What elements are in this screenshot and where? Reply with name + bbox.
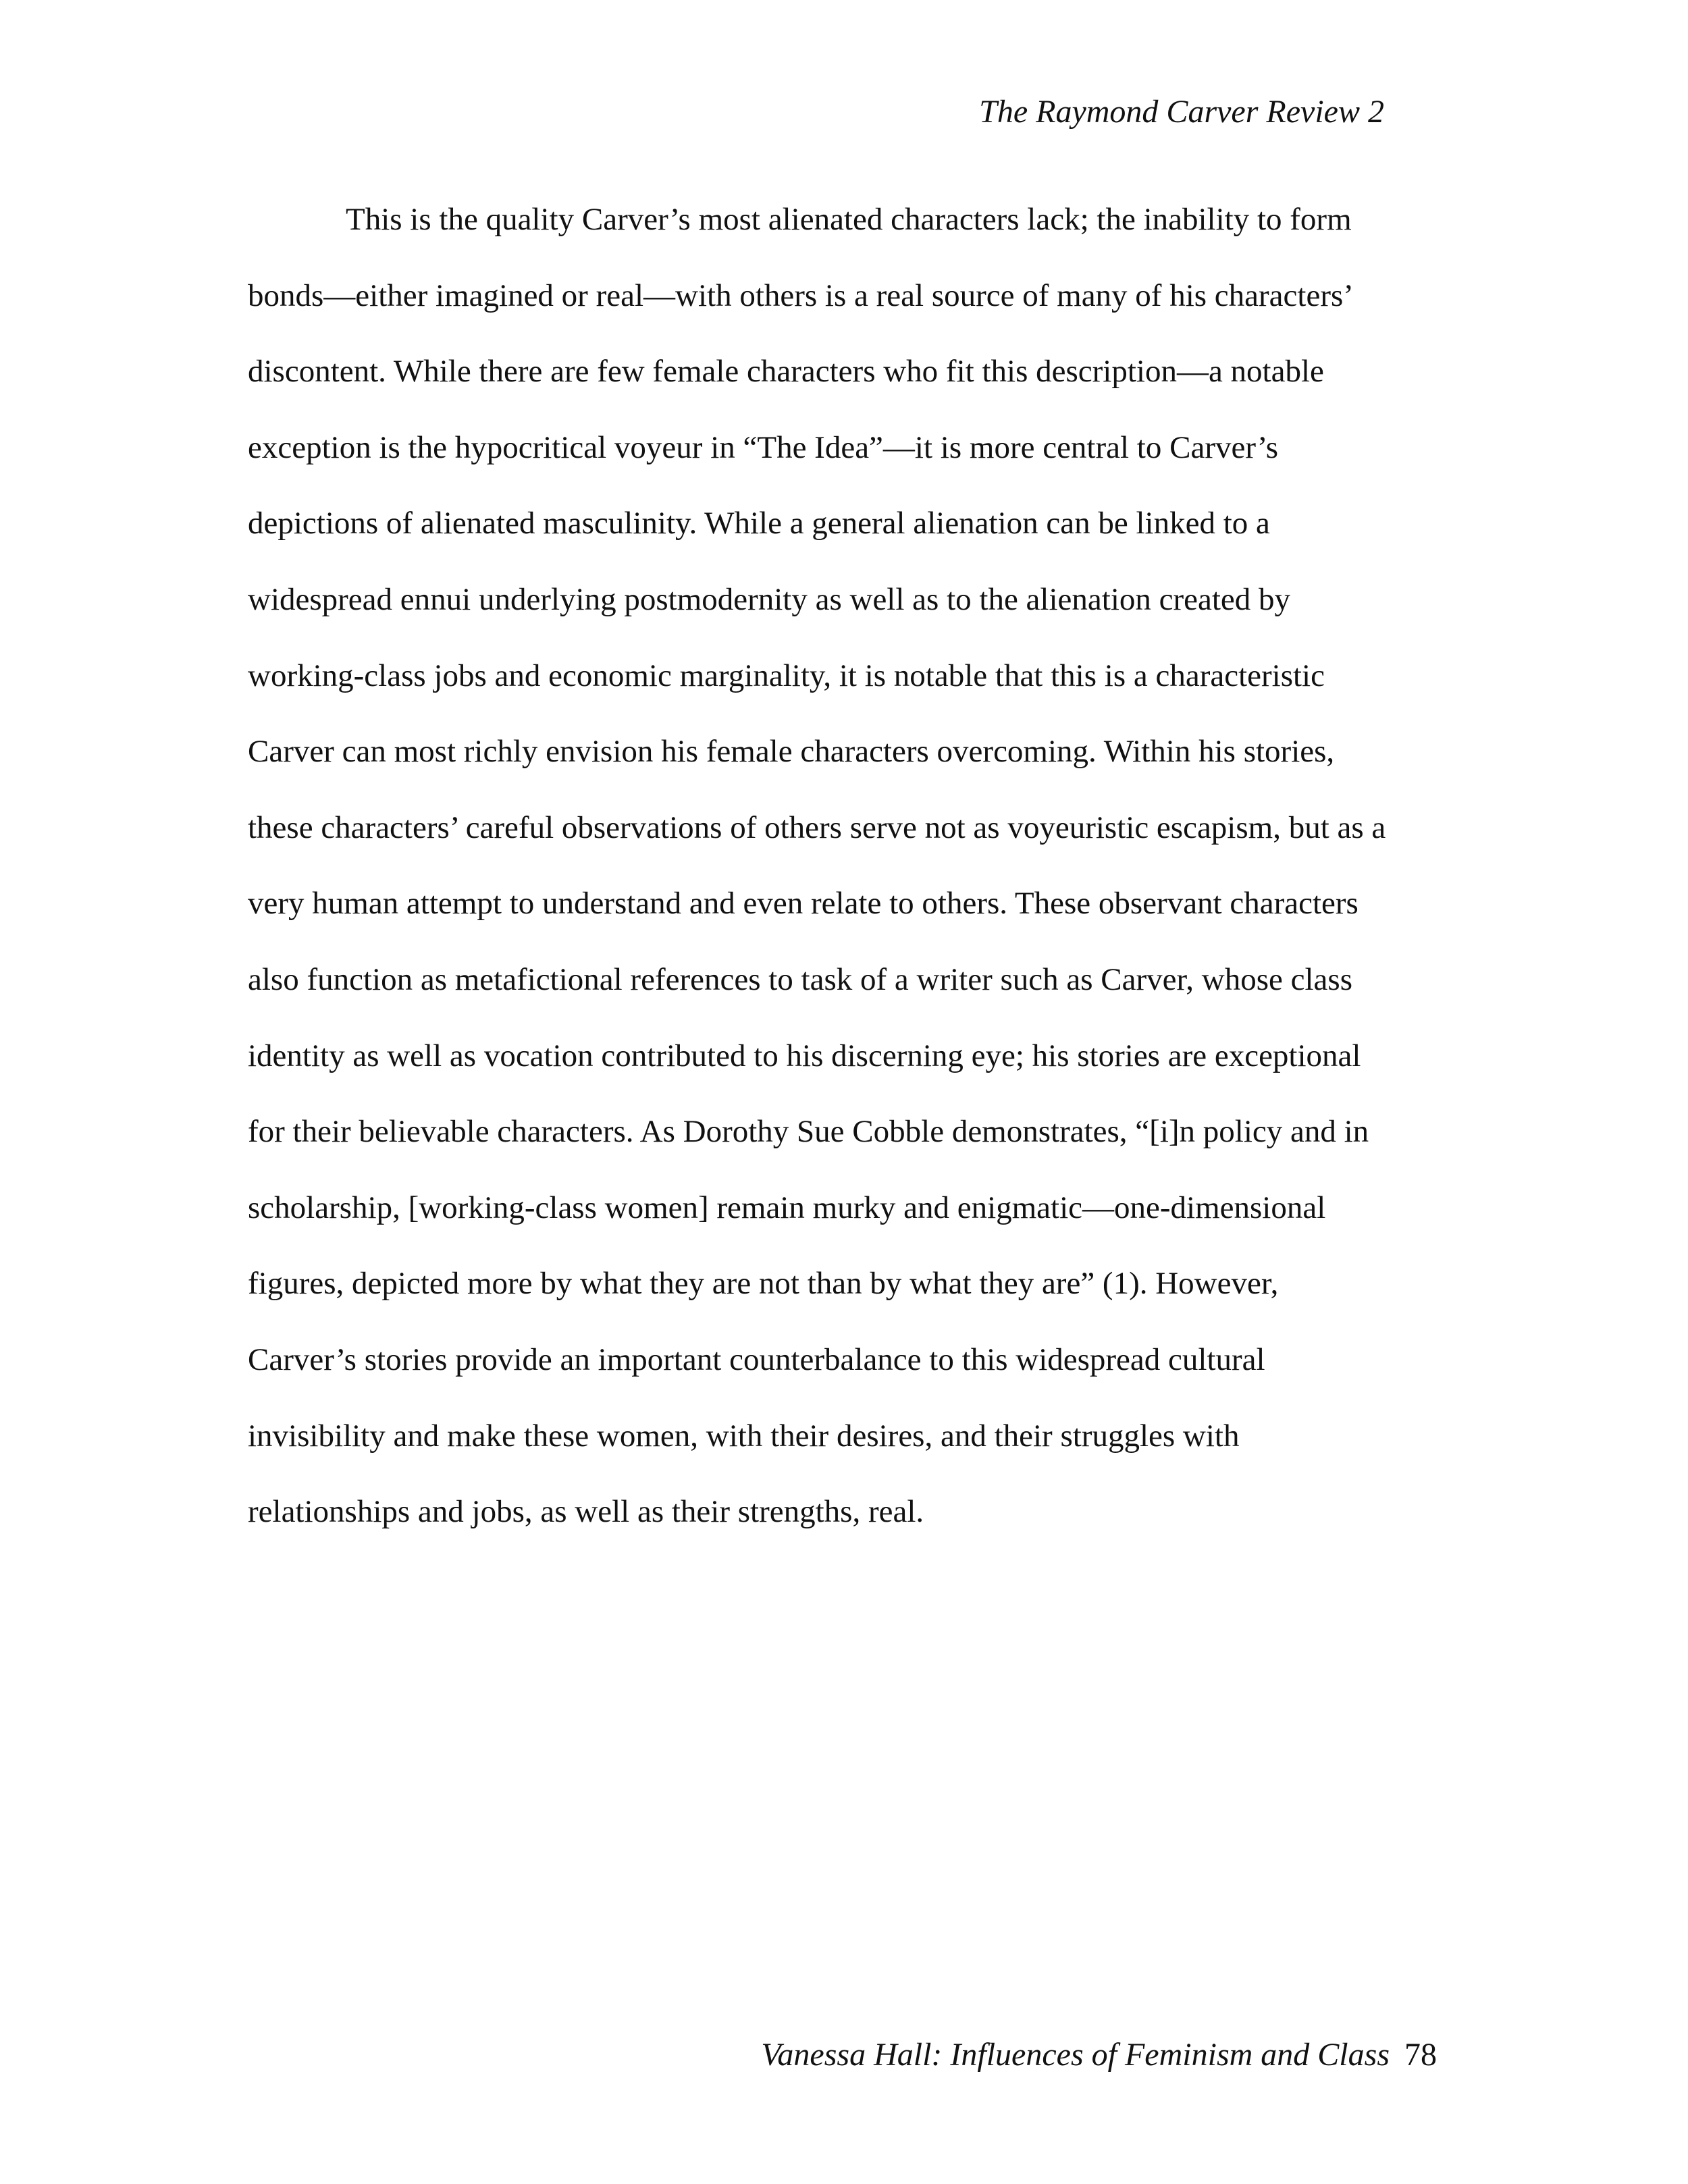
paragraph-line: also function as metafictional references to task of a writer such as Carver, whose class <box>248 961 1352 997</box>
paragraph-line: relationships and jobs, as well as their strengths, real. <box>248 1494 924 1530</box>
paragraph-line: figures, depicted more by what they are not than by what they are” (1). However, <box>248 1266 1279 1302</box>
paragraph-line: Carver can most richly envision his female characters overcoming. Within his stories, <box>248 734 1335 770</box>
paragraph-line: for their believable characters. As Dorothy Sue Cobble demonstrates, “[i]n policy and in <box>248 1114 1369 1150</box>
paragraph-line: scholarship, [working-class women] remain murky and enigmatic—one-dimensional <box>248 1190 1326 1225</box>
paragraph-line: these characters’ careful observations of others serve not as voyeuristic escapism, but as a <box>248 809 1386 845</box>
page-footer <box>761 2039 1437 2071</box>
body-paragraph <box>248 199 1443 1568</box>
paragraph-line: Carver’s stories provide an important counterbalance to this widespread cultural <box>248 1341 1265 1377</box>
paragraph-line: exception is the hypocritical voyeur in “The Idea”—it is more central to Carver’s <box>248 429 1279 465</box>
running-head-title: The Raymond Carver Review 2 <box>979 94 1384 130</box>
paragraph-line: depictions of alienated masculinity. While a general alienation can be linked to a <box>248 506 1270 541</box>
paragraph-line: This is the quality Carver’s most alienated characters lack; the inability to form <box>346 202 1352 237</box>
paragraph-line: identity as well as vocation contributed to his discerning eye; his stories are exceptional <box>248 1038 1361 1073</box>
paragraph-line: working-class jobs and economic marginality, it is notable that this is a characteristic <box>248 658 1325 693</box>
page-number: 78 <box>1404 2037 1437 2073</box>
paragraph-line: invisibility and make these women, with their desires, and their struggles with <box>248 1418 1240 1454</box>
paragraph-line: discontent. While there are few female characters who fit this description—a notable <box>248 354 1324 390</box>
paragraph-line: widespread ennui underlying postmodernity as well as to the alienation created by <box>248 581 1291 617</box>
paragraph-line: very human attempt to understand and even relate to others. These observant characters <box>248 886 1359 922</box>
paragraph-line: bonds—either imagined or real—with others is a real source of many of his characters’ <box>248 277 1354 313</box>
footer-title: Vanessa Hall: Influences of Feminism and Class <box>761 2037 1390 2073</box>
